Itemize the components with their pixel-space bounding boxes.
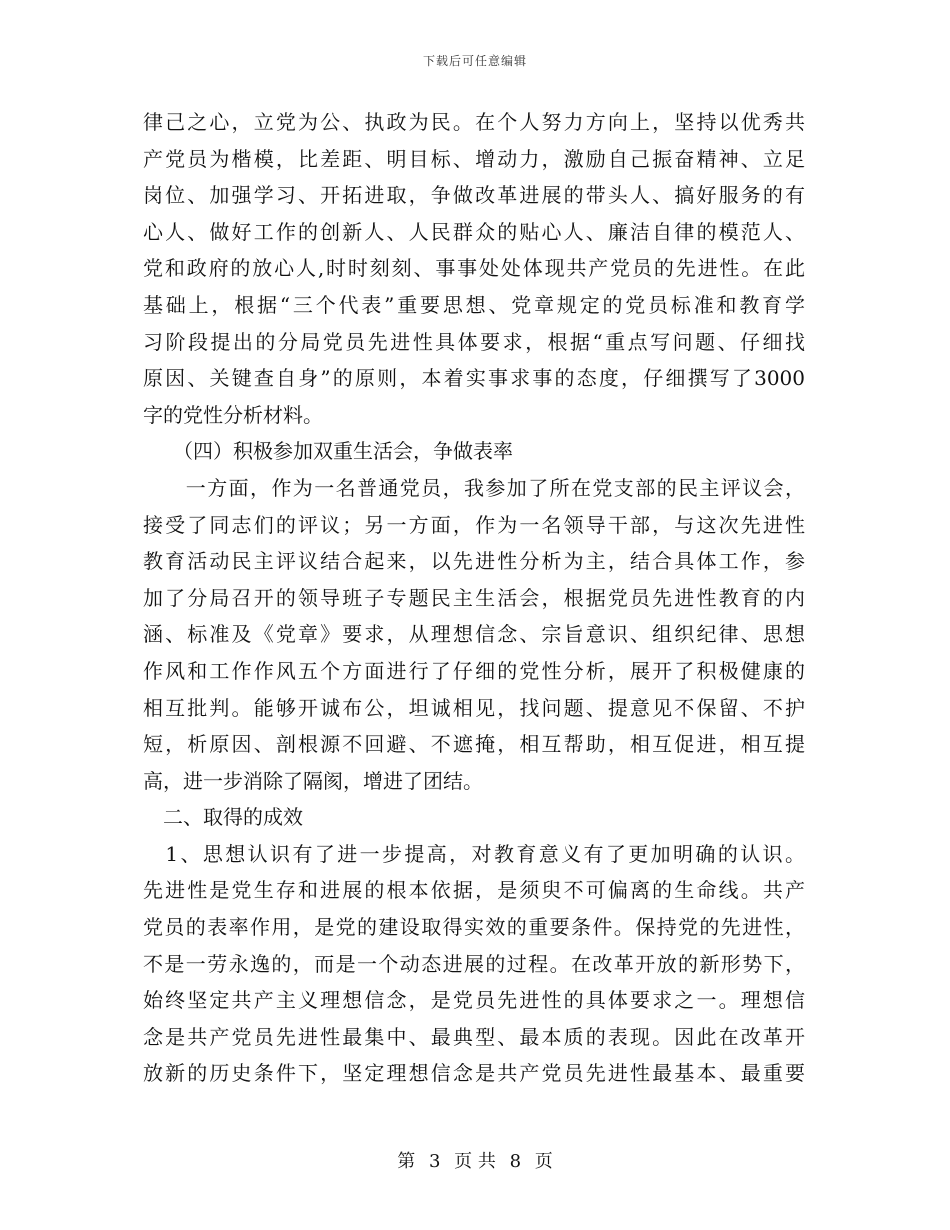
text-line: 相互批判。能够开诚布公，坦诚相见，找问题、提意见不保留、不护	[143, 695, 805, 720]
text-line: 高，进一步消除了隔阂，增进了团结。	[143, 768, 483, 793]
text-line: 放新的历史条件下，坚定理想信念是共产党员先进性最基本、最重要	[143, 1061, 805, 1086]
text-line: 产党员为楷模，比差距、明目标、增动力，激励自己振奋精神、立足	[143, 146, 805, 171]
text-line: 不是一劳永逸的，而是一个动态进展的过程。在改革开放的新形势下，	[143, 951, 805, 976]
footer-middle: 页 共	[454, 1151, 496, 1172]
text-line: 习阶段提出的分局党员先进性具体要求，根据“重点写问题、仔细找	[143, 329, 805, 354]
footer-current-page: 3	[428, 1151, 441, 1172]
text-line: （四）积极参加双重生活会，争做表率	[143, 439, 513, 464]
text-line: 字的党性分析材料。	[143, 402, 323, 427]
text-line: 律己之心，立党为公、执政为民。在个人努力方向上，坚持以优秀共	[143, 110, 805, 134]
text-line: 涵、标准及《党章》要求，从理想信念、宗旨意识、组织纪律、思想	[143, 622, 805, 647]
footer-suffix: 页	[534, 1151, 553, 1172]
text-line: 二、取得的成效	[143, 805, 303, 830]
text-line: 党员的表率作用，是党的建设取得实效的重要条件。保持党的先进性，	[143, 915, 805, 940]
text-line: 短，析原因、剖根源不回避、不遮掩，相互帮助，相互促进，相互提	[143, 732, 805, 757]
footer-prefix: 第	[397, 1151, 416, 1172]
text-line: 1、思想认识有了进一步提高，对教育意义有了更加明确的认识。	[143, 841, 805, 866]
text-line: 岗位、加强学习、开拓进取，争做改革进展的带头人、搞好服务的有	[143, 183, 805, 208]
footer-total-pages: 8	[509, 1151, 522, 1172]
text-line: 先进性是党生存和进展的根本依据，是须臾不可偏离的生命线。共产	[143, 878, 805, 903]
text-line: 心人、做好工作的创新人、人民群众的贴心人、廉洁自律的模范人、	[143, 219, 805, 244]
document-body	[143, 104, 805, 1092]
text-line: 党和政府的放心人,时时刻刻、事事处处体现共产党员的先进性。在此	[143, 256, 805, 281]
text-line: 作风和工作作风五个方面进行了仔细的党性分析，展开了积极健康的	[143, 658, 805, 683]
text-line: 念是共产党员先进性最集中、最典型、最本质的表现。因此在改革开	[143, 1024, 805, 1049]
text-line: 教育活动民主评议结合起来，以先进性分析为主，结合具体工作，参	[143, 549, 805, 574]
text-line: 基础上，根据“三个代表”重要思想、党章规定的党员标准和教育学	[143, 292, 805, 317]
text-line: 加了分局召开的领导班子专题民主生活会，根据党员先进性教育的内	[143, 585, 805, 610]
text-line: 一方面，作为一名普通党员，我参加了所在党支部的民主评议会，	[143, 475, 805, 500]
page-header: 下载后可任意编辑	[422, 54, 527, 68]
page-footer	[0, 1147, 950, 1173]
text-line: 原因、关键查自身”的原则，本着实事求事的态度，仔细撰写了3000	[143, 366, 805, 391]
text-line: 始终坚定共产主义理想信念，是党员先进性的具体要求之一。理想信	[143, 988, 805, 1013]
text-line: 接受了同志们的评议；另一方面，作为一名领导干部，与这次先进性	[143, 512, 805, 537]
